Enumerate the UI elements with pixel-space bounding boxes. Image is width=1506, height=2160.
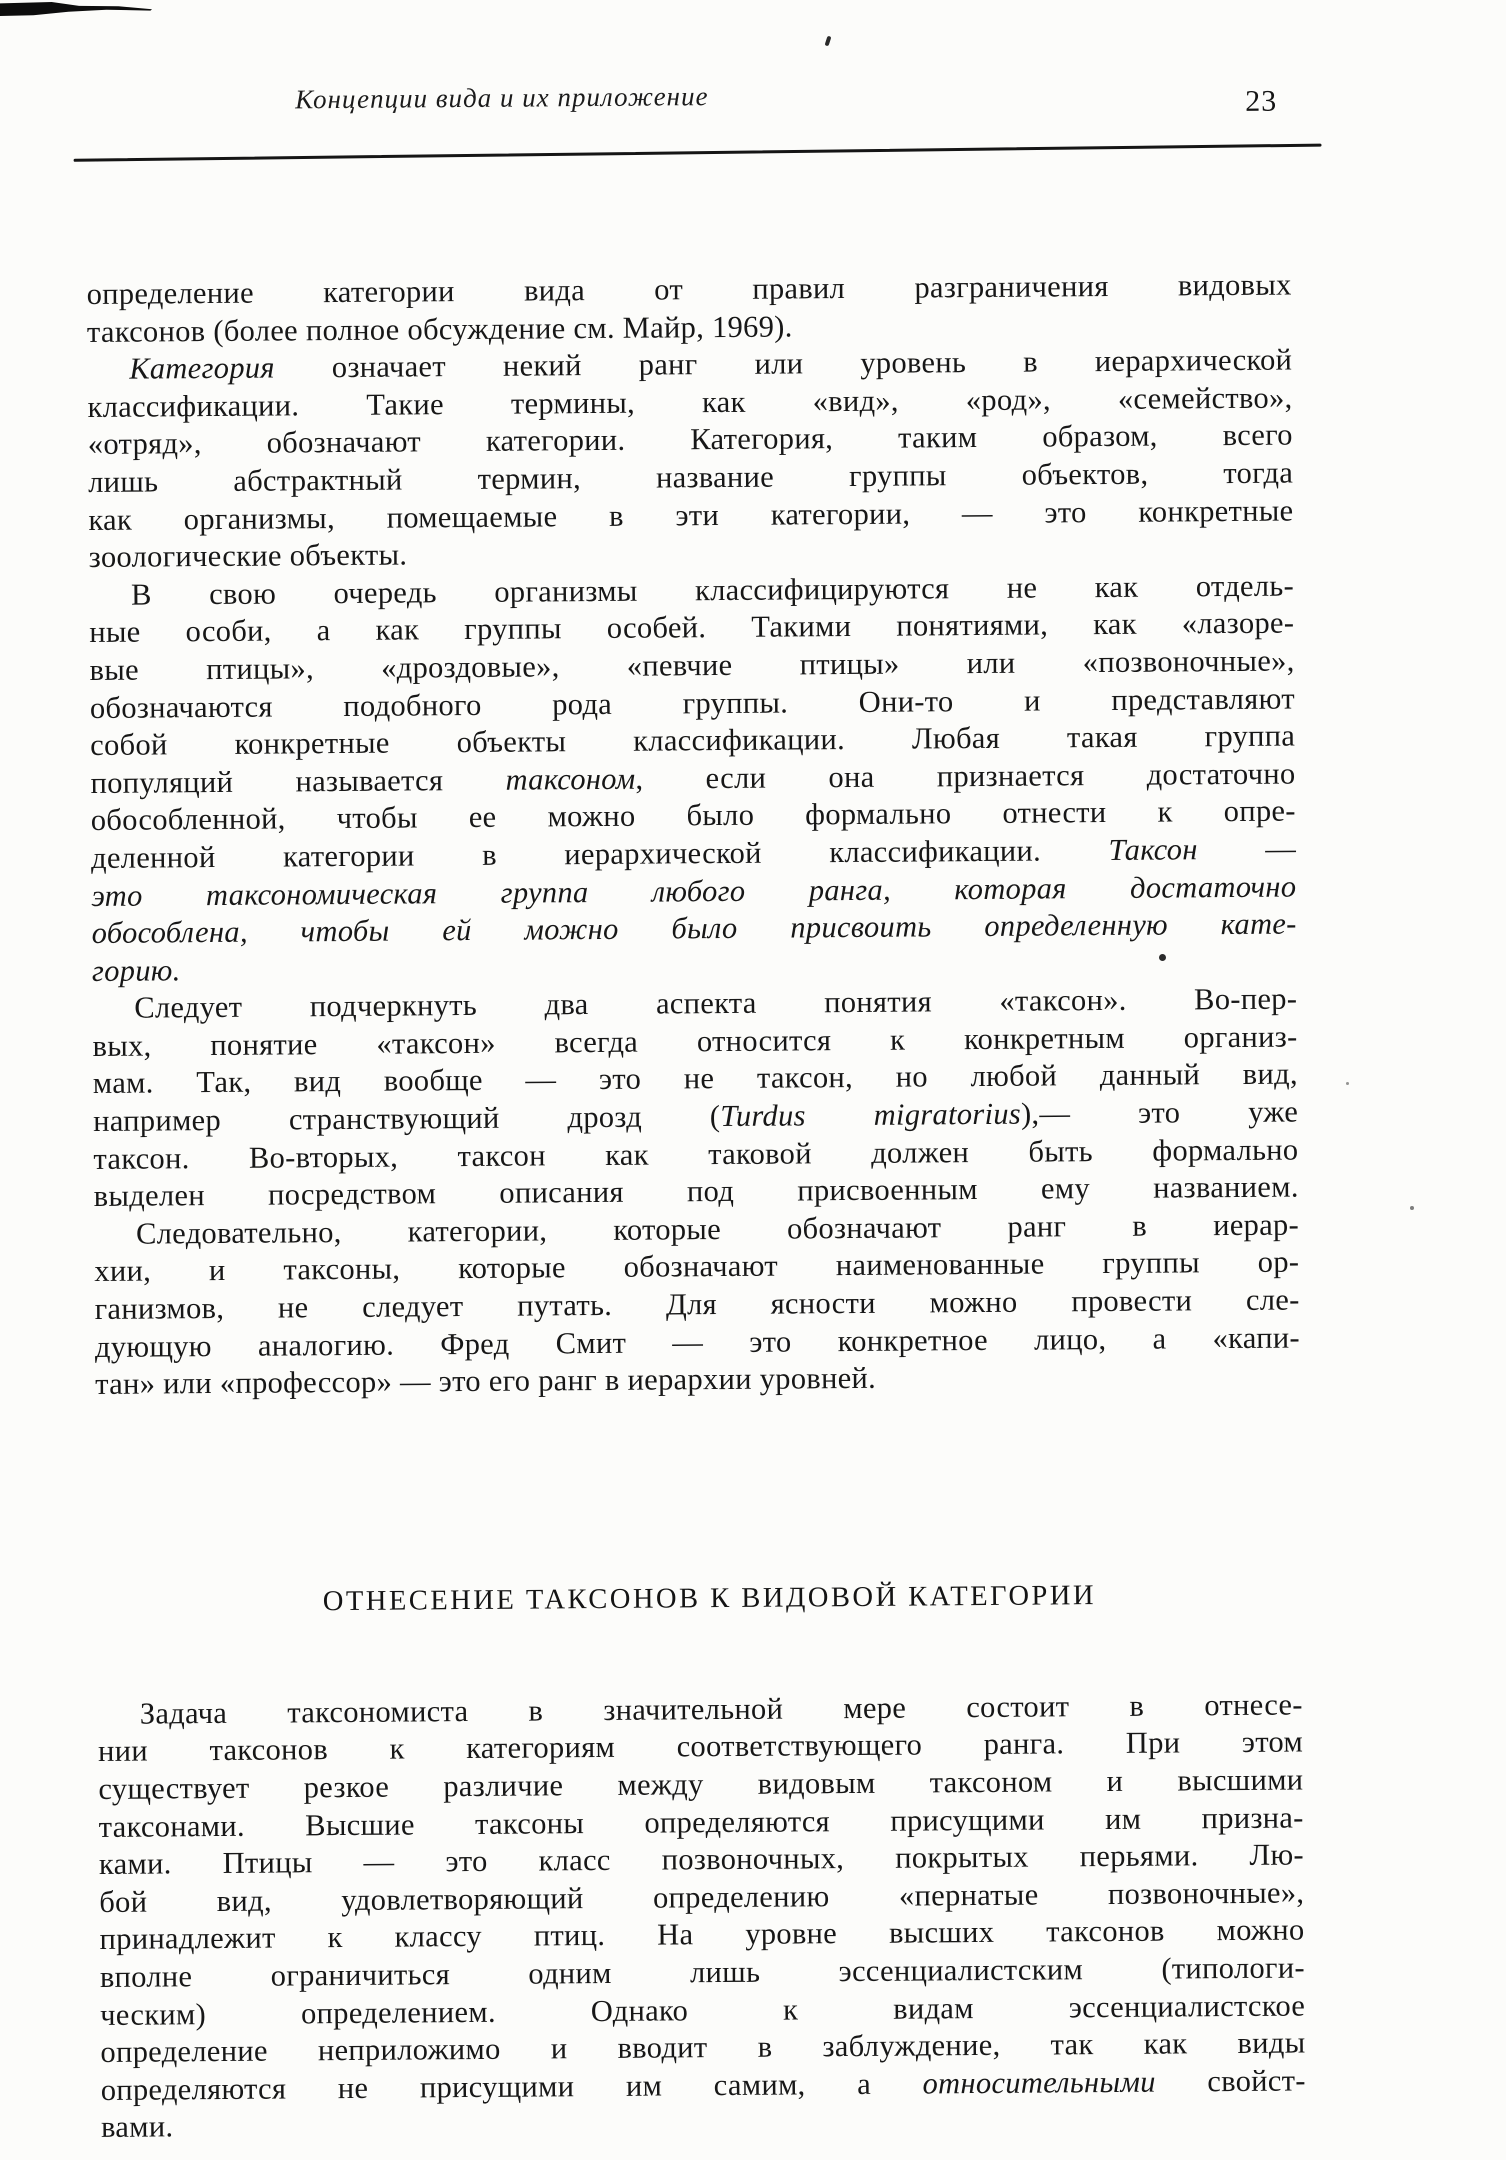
ink-speck bbox=[1410, 1206, 1414, 1210]
section-heading: ОТНЕСЕНИЕ ТАКСОНОВ К ВИДОВОЙ КАТЕГОРИИ bbox=[322, 1579, 1097, 1617]
text-segment: деленной категории в иерархической классификации. bbox=[90, 832, 1109, 875]
text-segment: ),— это уже bbox=[1020, 1094, 1299, 1131]
text-segment: таксон. Во-вторых, таксон как таковой должен быть формально bbox=[93, 1132, 1299, 1176]
text-segment: вами. bbox=[100, 2109, 174, 2145]
text-segment: хии, и таксоны, которые обозначают наименованные группы ор- bbox=[94, 1244, 1300, 1289]
text-segment: например странствующий дрозд ( bbox=[93, 1099, 721, 1139]
text-segment: вые птицы», «дроздовые», «певчие птицы» или «позвоночные», bbox=[89, 643, 1295, 687]
paragraph bbox=[89, 567, 1297, 990]
text-segment: ками. Птицы — это класс позвоночных, покрытых перьями. Лю- bbox=[98, 1837, 1305, 1882]
text-segment: таксонами. Высшие таксоны определяются присущими им призна- bbox=[98, 1800, 1304, 1844]
text-segment: Категория bbox=[129, 350, 275, 386]
paragraph bbox=[87, 342, 1294, 577]
paragraph bbox=[94, 1206, 1300, 1403]
text-segment: тан» или «профессор» — это его ранг в иерархии уровней. bbox=[95, 1361, 877, 1402]
text-segment: нии таксонов к категориям соответствующего ранга. При этом bbox=[97, 1724, 1304, 1769]
text-segment: ческим) определением. Однако к видам эссенциалистское bbox=[100, 1988, 1306, 2032]
text-segment: мам. Так, вид вообще — это не таксон, но любой данный вид, bbox=[92, 1056, 1298, 1101]
text-segment: ные особи, а как группы особей. Такими понятиями, как «лазоре- bbox=[89, 605, 1295, 650]
text-segment: Turdus migratorius bbox=[720, 1096, 1022, 1134]
text-segment: существует резкое различие между видовым таксоном и высшими bbox=[98, 1762, 1304, 1806]
printed-area bbox=[85, 74, 1326, 2146]
text-segment: как организмы, помещаемые в эти категории, — это конкретные bbox=[88, 493, 1294, 537]
text-segment: обособленной, чтобы ее можно было формально отнести к опре- bbox=[90, 793, 1296, 838]
section-text bbox=[98, 1686, 1307, 2147]
page-number: 23 bbox=[1245, 84, 1278, 118]
text-segment: ганизмов, не следует путать. Для ясности можно провести сле- bbox=[94, 1282, 1300, 1326]
ink-speck bbox=[825, 36, 832, 47]
text-segment: бой вид, удовлетворяющий определению «пернатые позвоночные», bbox=[99, 1875, 1305, 1919]
running-header bbox=[85, 74, 1311, 158]
text-segment: классификации. Такие термины, как «вид», «род», «семейство», bbox=[87, 380, 1293, 424]
text-segment: таксонов (более полное обсуждение см. Майр, 1969). bbox=[86, 309, 793, 349]
running-header-title: Концепции вида и их приложение bbox=[295, 81, 709, 115]
text-segment: определение неприложимо и вводит в заблуждение, так как виды bbox=[100, 2025, 1306, 2070]
ink-speck bbox=[1346, 1082, 1349, 1085]
text-segment: обозначаются подобного рода группы. Они-то и представляют bbox=[89, 681, 1295, 725]
text-segment: означает некий ранг или уровень в иерархической bbox=[274, 342, 1293, 385]
header-rule bbox=[74, 144, 1322, 162]
text-line bbox=[95, 1357, 1300, 1404]
text-segment: популяций называется bbox=[90, 762, 506, 800]
text-segment: Следовательно, категории, которые обозначают ранг в иерар- bbox=[135, 1207, 1300, 1251]
text-segment: Таксон bbox=[1108, 832, 1198, 867]
paragraph bbox=[92, 981, 1299, 1216]
text-segment: В свою очередь организмы классифицируются не как отдель- bbox=[130, 568, 1295, 612]
text-segment: , если она признается достаточно bbox=[635, 756, 1296, 796]
text-segment: вых, понятие «таксон» всегда относится к конкретным организ- bbox=[92, 1019, 1298, 1063]
paragraph bbox=[98, 1686, 1307, 2147]
text-segment: определяются не присущими им самим, а bbox=[100, 2066, 923, 2107]
paragraph bbox=[87, 267, 1293, 352]
text-segment: дующую аналогию. Фред Смит — это конкретное лицо, а «капи- bbox=[94, 1320, 1301, 1364]
text-segment: горию. bbox=[91, 952, 181, 988]
text-segment: собой конкретные объекты классификации. Любая такая группа bbox=[90, 718, 1296, 763]
body-text bbox=[87, 267, 1301, 1404]
text-segment: вполне ограничиться одним лишь эссенциалистским (типологи- bbox=[99, 1950, 1305, 1994]
text-segment: это таксономическая группа любого ранга, которая достаточно bbox=[91, 869, 1297, 913]
text-segment: определение категории вида от правил разграничения видовых bbox=[86, 267, 1292, 311]
text-segment: выделен посредством описания под присвоенным ему названием. bbox=[93, 1169, 1299, 1214]
text-segment: зоологические объекты. bbox=[88, 537, 408, 575]
scan-ink-blob bbox=[0, 2, 152, 16]
text-segment: Задача таксономиста в значительной мере состоит в отнесе- bbox=[139, 1687, 1303, 1731]
text-segment: Следует подчеркнуть два аспекта понятия «таксон». Во-пер- bbox=[134, 981, 1298, 1025]
text-segment: относительными bbox=[922, 2064, 1156, 2101]
text-segment: свойст- bbox=[1155, 2063, 1306, 2099]
text-segment: — bbox=[1197, 831, 1297, 867]
text-segment: принадлежит к классу птиц. На уровне высших таксонов можно bbox=[99, 1912, 1305, 1957]
text-segment: «отряд», обозначают категории. Категория, таким образом, всего bbox=[87, 417, 1293, 462]
text-segment: лишь абстрактный термин, название группы объектов, тогда bbox=[87, 455, 1294, 499]
text-segment: таксоном bbox=[505, 761, 636, 797]
text-segment: обособлена, чтобы ей можно было присвоить определенную кате- bbox=[91, 906, 1297, 951]
